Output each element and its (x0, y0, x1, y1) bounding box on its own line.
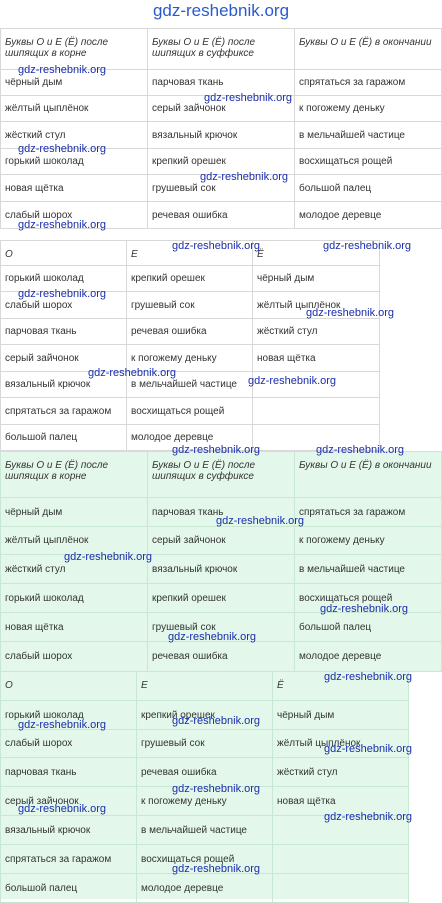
watermark: gdz-reshebnik.org (320, 603, 409, 615)
table-cell: молодое деревце (127, 425, 253, 451)
table-cell: слабый шорох (1, 730, 137, 758)
table-cell: молодое деревце (295, 202, 442, 229)
watermark: gdz-reshebnik.org (248, 375, 337, 387)
table-cell: восхищаться рощей (295, 149, 442, 175)
table-cell: молодое деревце (295, 642, 442, 672)
table-cell: к погожему деньку (295, 527, 442, 555)
table-cell: серый зайчонок (1, 345, 127, 372)
table-cell: чёрный дым (1, 498, 148, 527)
header-cell: Ё (273, 672, 409, 701)
header-cell: Буквы О и Е (Ё) после шипящих в суффиксе (148, 452, 295, 498)
table-cell: серый зайчонок (148, 527, 295, 555)
table-suffix-root-ending-1 (0, 28, 442, 229)
table-cell: горький шоколад (1, 584, 148, 613)
table-cell: крепкий орешек (127, 266, 253, 292)
header-cell: Ё (253, 241, 380, 266)
table-o-e-yo-1 (0, 240, 380, 451)
watermark: gdz-reshebnik.org (18, 803, 107, 815)
table-cell: вязальный крючок (148, 555, 295, 584)
table-cell: чёрный дым (273, 701, 409, 730)
table-cell: спрятаться за гаражом (295, 498, 442, 527)
table-cell: большой палец (1, 874, 137, 903)
table-cell (253, 398, 380, 425)
table-cell: жёсткий стул (1, 555, 148, 584)
table-cell: жёсткий стул (253, 319, 380, 345)
table-cell: новая щётка (1, 175, 148, 202)
table-cell: жёсткий стул (273, 758, 409, 787)
header-cell: Буквы О и Е (Ё) после шипящих в корне (1, 452, 148, 498)
table-cell: большой палец (295, 175, 442, 202)
table-cell: жёлтый цыплёнок (273, 730, 409, 758)
table-cell: молодое деревце (137, 874, 273, 903)
table-cell: слабый шорох (1, 202, 148, 229)
table-cell: к погожему деньку (137, 787, 273, 816)
watermark: gdz-reshebnik.org (18, 719, 107, 731)
table-cell: жёлтый цыплёнок (1, 527, 148, 555)
table-cell: крепкий орешек (137, 701, 273, 730)
watermark: gdz-reshebnik.org (18, 64, 107, 76)
table-cell: речевая ошибка (137, 758, 273, 787)
table-cell: речевая ошибка (148, 202, 295, 229)
watermark: gdz-reshebnik.org (204, 92, 293, 104)
table-cell: восхищаться рощей (295, 584, 442, 613)
table-cell: грушевый сок (137, 730, 273, 758)
table-cell: крепкий орешек (148, 584, 295, 613)
header-cell: Буквы О и Е (Ё) после шипящих в суффиксе (148, 29, 295, 70)
table-cell: восхищаться рощей (137, 845, 273, 874)
table-cell: новая щётка (253, 345, 380, 372)
table-cell: большой палец (1, 425, 127, 451)
table-cell: в мельчайшей частице (295, 122, 442, 149)
table-cell: чёрный дым (1, 70, 148, 96)
watermark: gdz-reshebnik.org (323, 240, 412, 252)
table-cell: слабый шорох (1, 642, 148, 672)
table-cell: грушевый сок (148, 175, 295, 202)
table-cell: серый зайчонок (148, 96, 295, 122)
table-cell (273, 874, 409, 903)
watermark: gdz-reshebnik.org (324, 671, 413, 683)
watermark: gdz-reshebnik.org (200, 171, 289, 183)
top-watermark: gdz-reshebnik.org (152, 1, 290, 20)
watermark: gdz-reshebnik.org (324, 743, 413, 755)
header-cell: Буквы О и Е (Ё) после шипящих в корне (1, 29, 148, 70)
table-cell: парчовая ткань (1, 319, 127, 345)
watermark: gdz-reshebnik.org (18, 143, 107, 155)
watermark: gdz-reshebnik.org (324, 811, 413, 823)
table-cell: чёрный дым (253, 266, 380, 292)
table-cell: к погожему деньку (295, 96, 442, 122)
table-cell: новая щётка (273, 787, 409, 816)
table-cell: грушевый сок (148, 613, 295, 642)
table-cell: в мельчайшей частице (295, 555, 442, 584)
table-cell: спрятаться за гаражом (1, 845, 137, 874)
table-cell: горький шоколад (1, 266, 127, 292)
table-cell: серый зайчонок (1, 787, 137, 816)
header-cell: О (1, 672, 137, 701)
table-cell: грушевый сок (127, 292, 253, 319)
table-cell: большой палец (295, 613, 442, 642)
table-cell: в мельчайшей частице (127, 372, 253, 398)
watermark: gdz-reshebnik.org (18, 288, 107, 300)
table-cell: восхищаться рощей (127, 398, 253, 425)
watermark: gdz-reshebnik.org (172, 863, 261, 875)
table-cell: речевая ошибка (148, 642, 295, 672)
table-cell: слабый шорох (1, 292, 127, 319)
header-cell: Е (127, 241, 253, 266)
table-cell: жёлтый цыплёнок (1, 96, 148, 122)
table-cell: крепкий орешек (148, 149, 295, 175)
header-cell: Е (137, 672, 273, 701)
table-cell: жёсткий стул (1, 122, 148, 149)
table-cell: новая щётка (1, 613, 148, 642)
table-cell: горький шоколад (1, 701, 137, 730)
table-cell: парчовая ткань (1, 758, 137, 787)
watermark: gdz-reshebnik.org (172, 444, 261, 456)
table-cell: спрятаться за гаражом (295, 70, 442, 96)
watermark: gdz-reshebnik.org (172, 715, 261, 727)
watermark: gdz-reshebnik.org (18, 219, 107, 231)
watermark: gdz-reshebnik.org (168, 631, 257, 643)
table-cell: в мельчайшей частице (137, 816, 273, 845)
watermark: gdz-reshebnik.org (306, 307, 395, 319)
table-cell: вязальный крючок (1, 816, 137, 845)
watermark: gdz-reshebnik.org (316, 444, 405, 456)
watermark: gdz-reshebnik.org (64, 551, 153, 563)
header-cell: Буквы О и Е (Ё) в окончании (295, 452, 442, 498)
header-cell: Буквы О и Е (Ё) в окончании (295, 29, 442, 70)
table-cell: горький шоколад (1, 149, 148, 175)
table-cell: парчовая ткань (148, 70, 295, 96)
watermark: gdz-reshebnik.org (172, 240, 261, 252)
table-cell: вязальный крючок (148, 122, 295, 149)
watermark: gdz-reshebnik.org (88, 367, 177, 379)
watermark: gdz-reshebnik.org (172, 783, 261, 795)
table-cell: вязальный крючок (1, 372, 127, 398)
table-cell: спрятаться за гаражом (1, 398, 127, 425)
table-cell: речевая ошибка (127, 319, 253, 345)
table-cell: к погожему деньку (127, 345, 253, 372)
table-cell: парчовая ткань (148, 498, 295, 527)
watermark: gdz-reshebnik.org (216, 515, 305, 527)
header-cell: О (1, 241, 127, 266)
table-cell: жёлтый цыплёнок (253, 292, 380, 319)
table-cell (273, 845, 409, 874)
